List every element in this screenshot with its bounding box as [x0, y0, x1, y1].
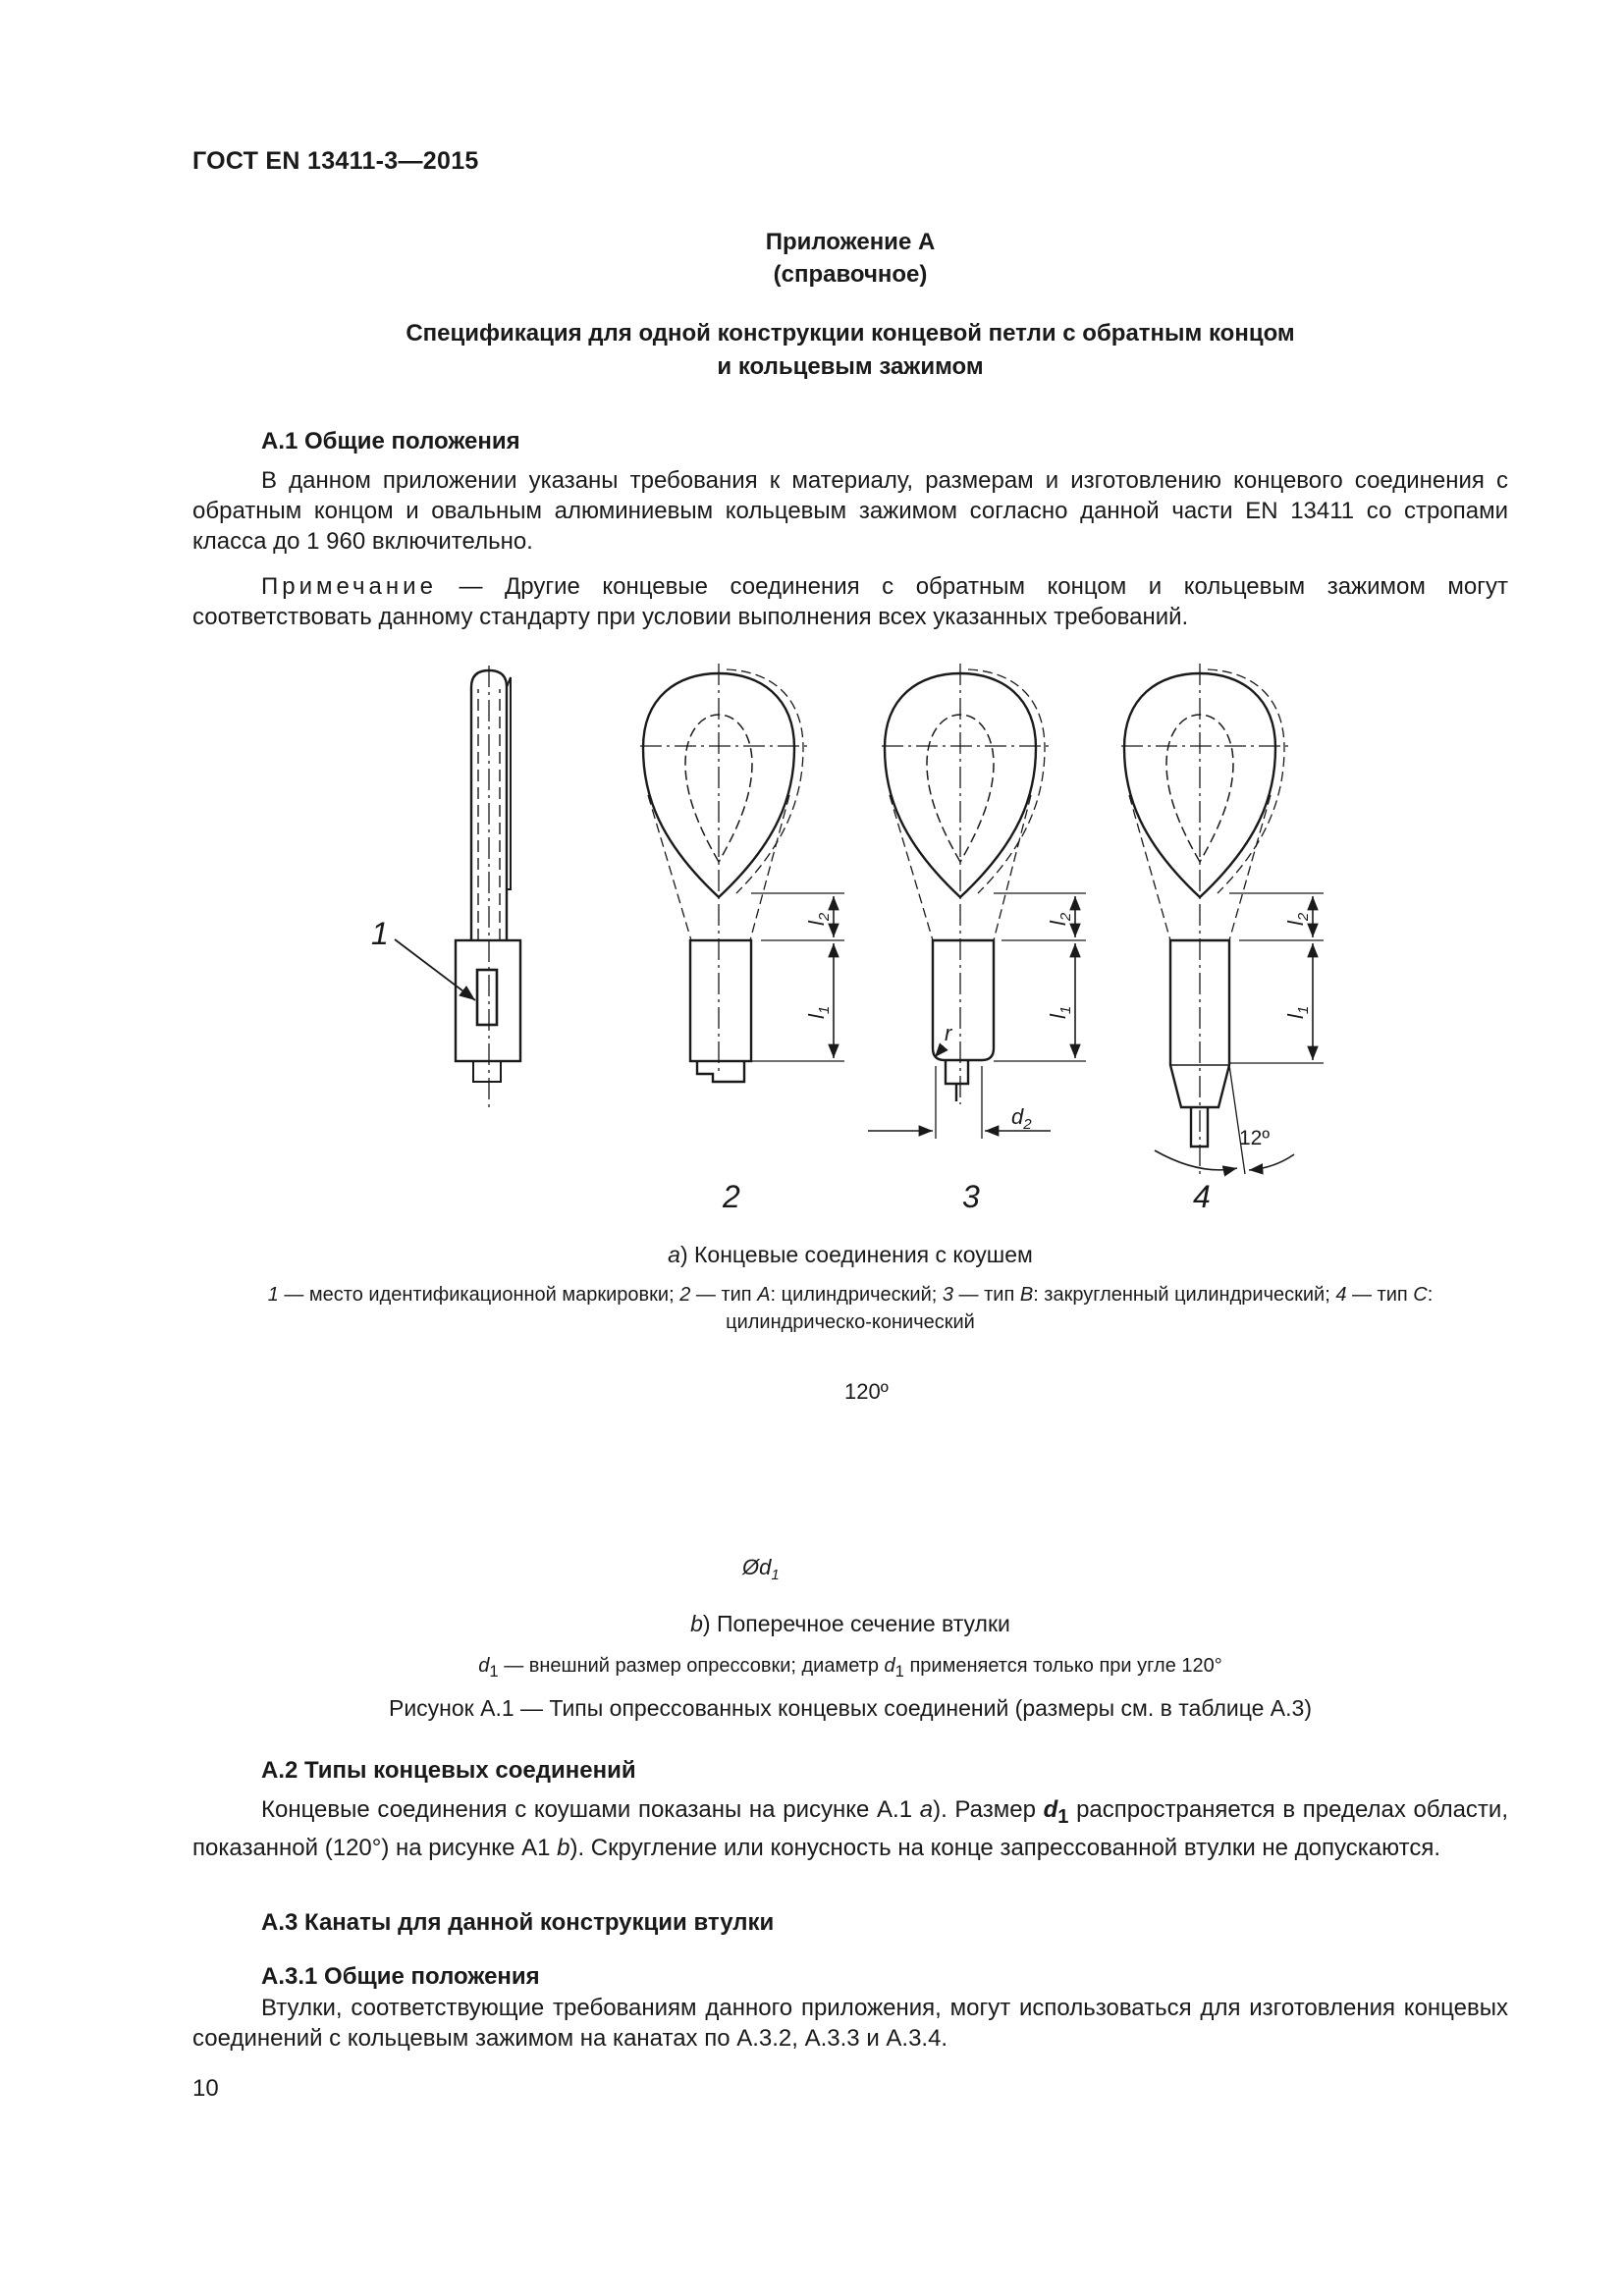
- dim-l2-fitting-3: $l_2$: [1046, 912, 1074, 926]
- note-label: Примечание: [261, 573, 437, 600]
- figure-a-legend: 1 — место идентификационной маркировки; 2 — тип А: цилиндрический; 3 — тип В: закругленный цилиндрический; 4 — тип С: цилиндрическо-конический: [267, 1284, 1434, 1333]
- section-a31-body: Втулки, соответствующие требованиям данного приложения, могут использоваться для изготовления концевых соединений с кольцевым зажимом на канатах по А.3.2, А.3.3 и А.3.4.: [192, 1995, 1508, 2052]
- section-a2-body: Концевые соединения с коушами показаны на рисунке А.1 a). Размер $d_1$ распространяется в пределах области, показанной (120°) на рисунке А1 b). Скругление или конусность на конце запрессованной втулки не допускаются.: [192, 1796, 1508, 1861]
- section-a2-title: А.2 Типы концевых соединений: [261, 1757, 636, 1784]
- dim-d1-label: $Ød_1$: [742, 1555, 780, 1583]
- dim-l1-fitting-4: $l_1$: [1283, 1005, 1312, 1019]
- annex-title-line1: Спецификация для одной конструкции концевой петли с обратным концом: [406, 320, 1295, 347]
- annex-label: Приложение А: [765, 229, 936, 255]
- figure-b-caption: b) Поперечное сечение втулки: [690, 1611, 1010, 1636]
- fitting-3-label: 3: [962, 1179, 980, 1214]
- fitting-4-label: 4: [1193, 1179, 1211, 1214]
- section-a1-title: А.1 Общие положения: [261, 428, 520, 454]
- section-a3-title: А.3 Канаты для данной конструкции втулки: [261, 1909, 775, 1936]
- figure-a-caption: a) Концевые соединения с коушем: [668, 1242, 1033, 1267]
- callout-1-label: 1: [371, 916, 389, 951]
- angle-12-label: 12º: [1239, 1127, 1271, 1149]
- note-text: — Другие концевые соединения с обратным концом и кольцевым зажимом могут соответствовать данному стандарту при условии выполнения всех указанных требований.: [192, 573, 1508, 630]
- fitting-2-label: 2: [723, 1179, 740, 1214]
- annex-kind: (справочное): [773, 261, 928, 288]
- document-header: ГОСТ EN 13411-3—2015: [192, 147, 479, 175]
- figure-b-note: $d_1$ — внешний размер опрессовки; диаметр $d_1$ применяется только при угле 120°: [478, 1655, 1222, 1681]
- section-a31-title: А.3.1 Общие положения: [261, 1963, 540, 1990]
- dim-l1-fitting-2: $l_1$: [804, 1005, 833, 1019]
- dim-d2-label: $d_2$: [1011, 1104, 1032, 1133]
- dim-l1-fitting-3: $l_1$: [1046, 1005, 1074, 1019]
- page-number: 10: [192, 2075, 219, 2102]
- section-a1-text: В данном приложении указаны требования к материалу, размерам и изготовлению концевого соединения с обратным концом и овальным алюминиевым кольцевым зажимом согласно данной части EN 13411 со стропами класса до 1 960 включительно.: [192, 467, 1508, 555]
- angle-120-label: 120º: [844, 1379, 889, 1404]
- dim-r-label: r: [945, 1021, 952, 1045]
- dim-l2-fitting-4: $l_2$: [1283, 912, 1312, 926]
- annex-title-line2: и кольцевым зажимом: [717, 353, 984, 380]
- dim-l2-fitting-2: $l_2$: [804, 912, 833, 926]
- figure-caption: Рисунок А.1 — Типы опрессованных концевых соединений (размеры см. в таблице А.3): [388, 1695, 1312, 1721]
